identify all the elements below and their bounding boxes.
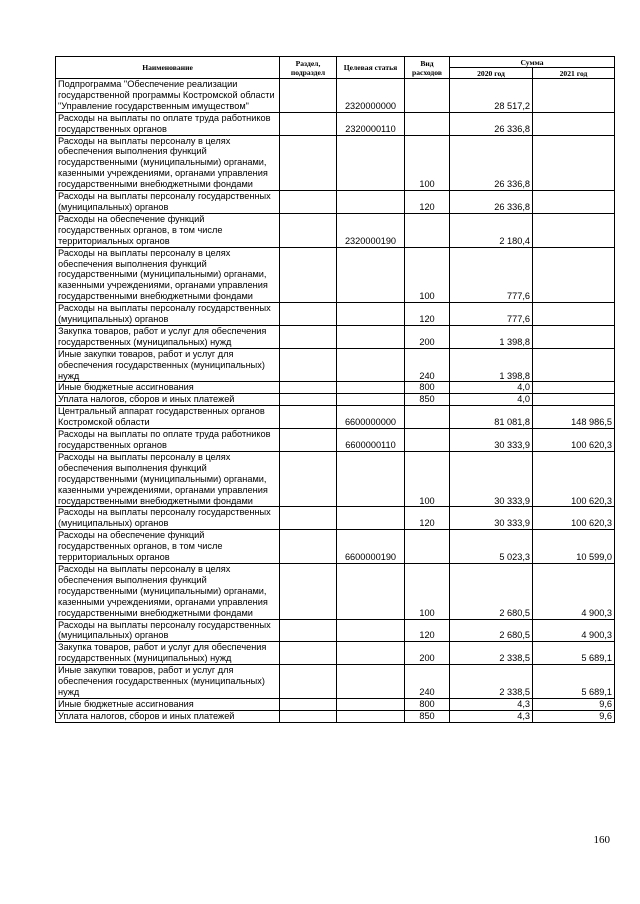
- cell-expense-type: [405, 406, 450, 429]
- cell-name: Расходы на выплаты персоналу государственных (муниципальных) органов: [56, 507, 280, 530]
- cell-name: Иные закупки товаров, работ и услуг для обеспечения государственных (муниципальных) нужд: [56, 348, 280, 382]
- cell-target-code: [337, 563, 405, 619]
- cell-target-code: 6600000190: [337, 530, 405, 564]
- cell-sum-2021: 9,6: [533, 710, 615, 722]
- cell-sum-2021: [533, 394, 615, 406]
- table-row: [56, 303, 615, 326]
- table-row: [56, 191, 615, 214]
- cell-section: [280, 79, 337, 113]
- cell-name: Закупка товаров, работ и услуг для обеспечения государственных (муниципальных) нужд: [56, 642, 280, 665]
- cell-section: [280, 135, 337, 191]
- header-section: Раздел, подраздел: [280, 57, 337, 79]
- cell-target-code: [337, 451, 405, 507]
- cell-target-code: [337, 394, 405, 406]
- table-row: [56, 247, 615, 303]
- cell-sum-2021: 100 620,3: [533, 451, 615, 507]
- cell-expense-type: 800: [405, 382, 450, 394]
- cell-name: Расходы на выплаты персоналу государственных (муниципальных) органов: [56, 619, 280, 642]
- cell-name: Расходы на выплаты персоналу в целях обеспечения выполнения функций государственными (муниципальными) органами, казенными учреждениями, органами управления государственными внебюджетными фондами: [56, 247, 280, 303]
- cell-target-code: [337, 698, 405, 710]
- table-row: [56, 642, 615, 665]
- cell-sum-2021: 10 599,0: [533, 530, 615, 564]
- cell-sum-2020: 2 338,5: [450, 665, 533, 699]
- cell-section: [280, 382, 337, 394]
- cell-sum-2020: 81 081,8: [450, 406, 533, 429]
- cell-target-code: [337, 710, 405, 722]
- cell-sum-2020: 777,6: [450, 247, 533, 303]
- cell-sum-2020: 1 398,8: [450, 325, 533, 348]
- cell-target-code: [337, 348, 405, 382]
- table-row: [56, 325, 615, 348]
- cell-target-code: [337, 619, 405, 642]
- cell-sum-2020: 2 180,4: [450, 213, 533, 247]
- cell-sum-2020: 777,6: [450, 303, 533, 326]
- page-number: 160: [593, 834, 610, 846]
- cell-section: [280, 619, 337, 642]
- cell-section: [280, 348, 337, 382]
- table-row: [56, 710, 615, 722]
- cell-sum-2021: [533, 112, 615, 135]
- cell-name: Закупка товаров, работ и услуг для обеспечения государственных (муниципальных) нужд: [56, 325, 280, 348]
- cell-name: Иные бюджетные ассигнования: [56, 382, 280, 394]
- cell-target-code: [337, 303, 405, 326]
- cell-expense-type: 120: [405, 619, 450, 642]
- cell-target-code: [337, 325, 405, 348]
- cell-sum-2021: 4 900,3: [533, 563, 615, 619]
- cell-expense-type: 120: [405, 303, 450, 326]
- cell-sum-2021: [533, 247, 615, 303]
- cell-section: [280, 507, 337, 530]
- cell-name: Расходы на выплаты по оплате труда работников государственных органов: [56, 429, 280, 452]
- cell-name: Иные закупки товаров, работ и услуг для обеспечения государственных (муниципальных) нужд: [56, 665, 280, 699]
- cell-sum-2021: [533, 325, 615, 348]
- cell-sum-2020: 26 336,8: [450, 191, 533, 214]
- cell-section: [280, 665, 337, 699]
- cell-target-code: [337, 247, 405, 303]
- cell-sum-2020: 4,3: [450, 710, 533, 722]
- cell-target-code: [337, 665, 405, 699]
- cell-section: [280, 112, 337, 135]
- cell-sum-2020: 4,0: [450, 394, 533, 406]
- cell-expense-type: 100: [405, 135, 450, 191]
- cell-section: [280, 710, 337, 722]
- cell-sum-2020: 30 333,9: [450, 451, 533, 507]
- cell-target-code: [337, 191, 405, 214]
- cell-expense-type: 240: [405, 348, 450, 382]
- cell-section: [280, 213, 337, 247]
- cell-target-code: 2320000190: [337, 213, 405, 247]
- cell-name: Подпрограмма "Обеспечение реализации государственной программы Костромской области "Управление государственным имуществом": [56, 79, 280, 113]
- cell-sum-2021: 4 900,3: [533, 619, 615, 642]
- cell-sum-2021: [533, 382, 615, 394]
- cell-sum-2020: 4,3: [450, 698, 533, 710]
- cell-expense-type: 200: [405, 325, 450, 348]
- cell-expense-type: [405, 79, 450, 113]
- cell-section: [280, 247, 337, 303]
- cell-section: [280, 191, 337, 214]
- table-row: [56, 382, 615, 394]
- cell-sum-2020: 1 398,8: [450, 348, 533, 382]
- cell-expense-type: 240: [405, 665, 450, 699]
- table-body: [56, 79, 615, 723]
- header-name: Наименование: [56, 57, 280, 79]
- table-row: [56, 530, 615, 564]
- cell-name: Расходы на выплаты персоналу в целях обеспечения выполнения функций государственными (муниципальными) органами, казенными учреждениями, органами управления государственными внебюджетными фондами: [56, 563, 280, 619]
- cell-expense-type: [405, 213, 450, 247]
- cell-sum-2021: 5 689,1: [533, 642, 615, 665]
- table-row: [56, 79, 615, 113]
- cell-sum-2021: [533, 79, 615, 113]
- table-row: [56, 563, 615, 619]
- cell-section: [280, 406, 337, 429]
- cell-name: Уплата налогов, сборов и иных платежей: [56, 710, 280, 722]
- cell-name: Расходы на выплаты персоналу в целях обеспечения выполнения функций государственными (муниципальными) органами, казенными учреждениями, органами управления государственными внебюджетными фондами: [56, 451, 280, 507]
- cell-target-code: 2320000110: [337, 112, 405, 135]
- cell-expense-type: 120: [405, 507, 450, 530]
- cell-name: Центральный аппарат государственных органов Костромской области: [56, 406, 280, 429]
- budget-table: [55, 56, 615, 723]
- table-row: [56, 394, 615, 406]
- cell-expense-type: [405, 530, 450, 564]
- header-sum: Сумма: [450, 57, 615, 68]
- cell-expense-type: 100: [405, 247, 450, 303]
- cell-sum-2020: 2 338,5: [450, 642, 533, 665]
- table-row: [56, 507, 615, 530]
- cell-sum-2020: 30 333,9: [450, 507, 533, 530]
- cell-sum-2021: [533, 135, 615, 191]
- cell-section: [280, 563, 337, 619]
- table-row: [56, 213, 615, 247]
- cell-name: Расходы на выплаты по оплате труда работников государственных органов: [56, 112, 280, 135]
- cell-name: Расходы на выплаты персоналу государственных (муниципальных) органов: [56, 303, 280, 326]
- cell-name: Уплата налогов, сборов и иных платежей: [56, 394, 280, 406]
- cell-sum-2021: 9,6: [533, 698, 615, 710]
- cell-target-code: 6600000110: [337, 429, 405, 452]
- table-row: [56, 135, 615, 191]
- table-row: [56, 698, 615, 710]
- cell-expense-type: 850: [405, 394, 450, 406]
- header-year-2021: 2021 год: [533, 68, 615, 79]
- header-target: Целевая статья: [337, 57, 405, 79]
- table-row: [56, 406, 615, 429]
- table-row: [56, 112, 615, 135]
- cell-section: [280, 530, 337, 564]
- cell-name: Иные бюджетные ассигнования: [56, 698, 280, 710]
- cell-target-code: 2320000000: [337, 79, 405, 113]
- table-row: [56, 665, 615, 699]
- cell-target-code: [337, 135, 405, 191]
- cell-target-code: [337, 382, 405, 394]
- table-row: [56, 619, 615, 642]
- cell-sum-2020: 4,0: [450, 382, 533, 394]
- cell-sum-2020: 26 336,8: [450, 112, 533, 135]
- cell-section: [280, 429, 337, 452]
- cell-sum-2021: [533, 303, 615, 326]
- cell-section: [280, 303, 337, 326]
- cell-target-code: [337, 642, 405, 665]
- cell-target-code: 6600000000: [337, 406, 405, 429]
- header-type: Вид расходов: [405, 57, 450, 79]
- cell-sum-2021: [533, 213, 615, 247]
- cell-target-code: [337, 507, 405, 530]
- cell-sum-2020: 5 023,3: [450, 530, 533, 564]
- cell-expense-type: 100: [405, 563, 450, 619]
- cell-name: Расходы на выплаты персоналу государственных (муниципальных) органов: [56, 191, 280, 214]
- cell-sum-2020: 2 680,5: [450, 563, 533, 619]
- cell-sum-2021: 5 689,1: [533, 665, 615, 699]
- cell-sum-2021: 148 986,5: [533, 406, 615, 429]
- cell-expense-type: 100: [405, 451, 450, 507]
- cell-sum-2020: 2 680,5: [450, 619, 533, 642]
- cell-section: [280, 698, 337, 710]
- cell-expense-type: [405, 429, 450, 452]
- cell-expense-type: 200: [405, 642, 450, 665]
- cell-expense-type: 850: [405, 710, 450, 722]
- cell-section: [280, 451, 337, 507]
- cell-name: Расходы на обеспечение функций государственных органов, в том числе территориальных органов: [56, 213, 280, 247]
- cell-expense-type: 800: [405, 698, 450, 710]
- cell-section: [280, 642, 337, 665]
- cell-expense-type: 120: [405, 191, 450, 214]
- cell-name: Расходы на выплаты персоналу в целях обеспечения выполнения функций государственными (муниципальными) органами, казенными учреждениями, органами управления государственными внебюджетными фондами: [56, 135, 280, 191]
- cell-section: [280, 325, 337, 348]
- cell-sum-2021: 100 620,3: [533, 507, 615, 530]
- cell-section: [280, 394, 337, 406]
- cell-expense-type: [405, 112, 450, 135]
- cell-sum-2021: 100 620,3: [533, 429, 615, 452]
- header-year-2020: 2020 год: [450, 68, 533, 79]
- cell-sum-2021: [533, 348, 615, 382]
- cell-name: Расходы на обеспечение функций государственных органов, в том числе территориальных органов: [56, 530, 280, 564]
- table-row: [56, 429, 615, 452]
- table-row: [56, 348, 615, 382]
- cell-sum-2020: 30 333,9: [450, 429, 533, 452]
- table-row: [56, 451, 615, 507]
- cell-sum-2021: [533, 191, 615, 214]
- cell-sum-2020: 26 336,8: [450, 135, 533, 191]
- cell-sum-2020: 28 517,2: [450, 79, 533, 113]
